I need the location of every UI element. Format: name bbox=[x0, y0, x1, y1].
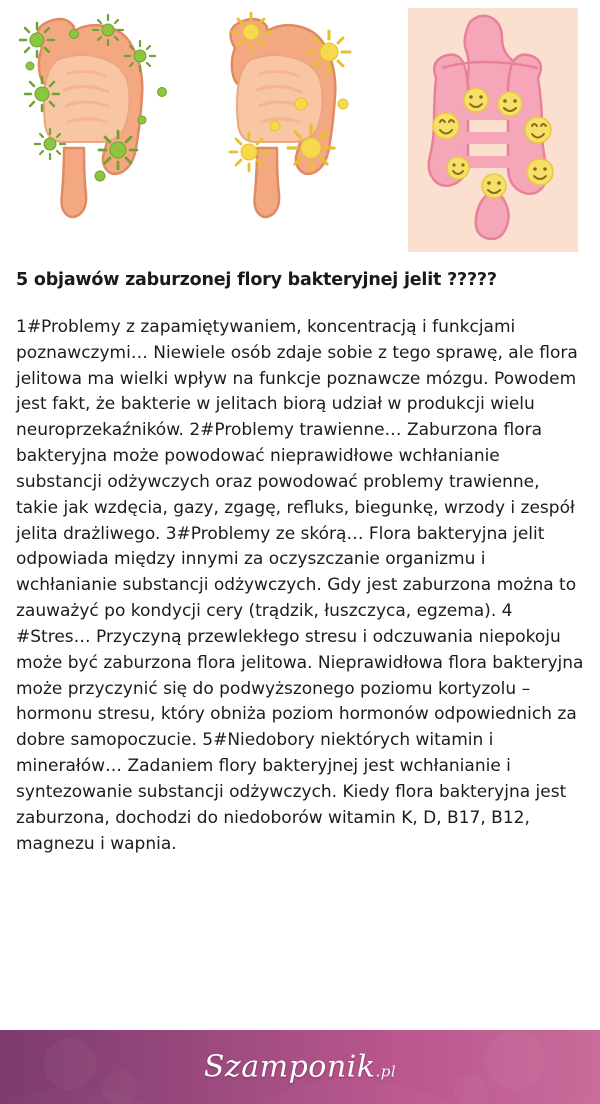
happy-face bbox=[482, 174, 506, 198]
illustration-intestine-green bbox=[12, 8, 192, 252]
digestive-happy-icon bbox=[398, 8, 588, 252]
footer-banner bbox=[0, 1030, 600, 1104]
site-logo[interactable] bbox=[204, 1050, 396, 1085]
happy-face bbox=[527, 159, 553, 185]
article-content bbox=[0, 252, 600, 857]
illustration-strip bbox=[0, 0, 600, 252]
site-logo-text: Szamponik bbox=[203, 1049, 376, 1085]
illustration-digestive-happy bbox=[398, 8, 588, 252]
happy-face bbox=[447, 157, 469, 179]
intestine-yellow-icon bbox=[205, 8, 385, 252]
article-body: 1#Problemy z zapamiętywaniem, koncentracją i funkcjami poznawczymi… Niewiele osób zdaje sobie z tego sprawę, ale flora jelitowa ma wielki wpływ na funkcje poznawcze mózgu. Powodem jest fakt, że bakterie w jelitach biorą udział w produkcji wielu neuroprzekaźników. 2#Problemy trawienne… Zaburzona flora bakteryjna może powodować nieprawidłowe wchłanianie substancji odżywczych oraz powodować problemy trawienne, takie jak wzdęcia, gazy, zgagę, refluks, biegunkę, wrzody i zespół jelita drażliwego. 3#Problemy ze skórą… Flora bakteryjna jelit odpowiada między innymi za oczyszczanie organizmu i wchłanianie substancji odżywczych. Gdy jest zaburzona można to zauważyć po kondycji cery (trądzik, łuszczyca, egzema). 4 #Stres… Przyczyną przewlekłego stresu i odczuwania niepokoju może być zaburzona flora jelitowa. Nieprawidłowa flora bakteryjna może przyczynić się do podwyższonego poziomu kortyzolu – hormonu stresu, który obniża poziom hormonów odpowiednich za dobre samopoczucie. 5#Niedobory niektórych witamin i minerałów… Zadaniem flory bakteryjnej jest wchłanianie i syntezowanie substancji odżywczych. Kiedy flora bakteryjna jest zaburzona, dochodzi do niedoborów witamin K, D, B17, B12, magnezu i wapnia. bbox=[16, 317, 584, 854]
happy-face bbox=[525, 117, 551, 143]
illustration-intestine-yellow bbox=[205, 8, 385, 252]
site-logo-tld: .pl bbox=[375, 1062, 397, 1081]
page-title: 5 objawów zaburzonej flory bakteryjnej jelit ????? bbox=[16, 270, 497, 290]
happy-face bbox=[464, 88, 488, 112]
happy-face bbox=[498, 92, 522, 116]
intestine-green-icon bbox=[12, 8, 192, 252]
happy-face bbox=[433, 113, 459, 139]
